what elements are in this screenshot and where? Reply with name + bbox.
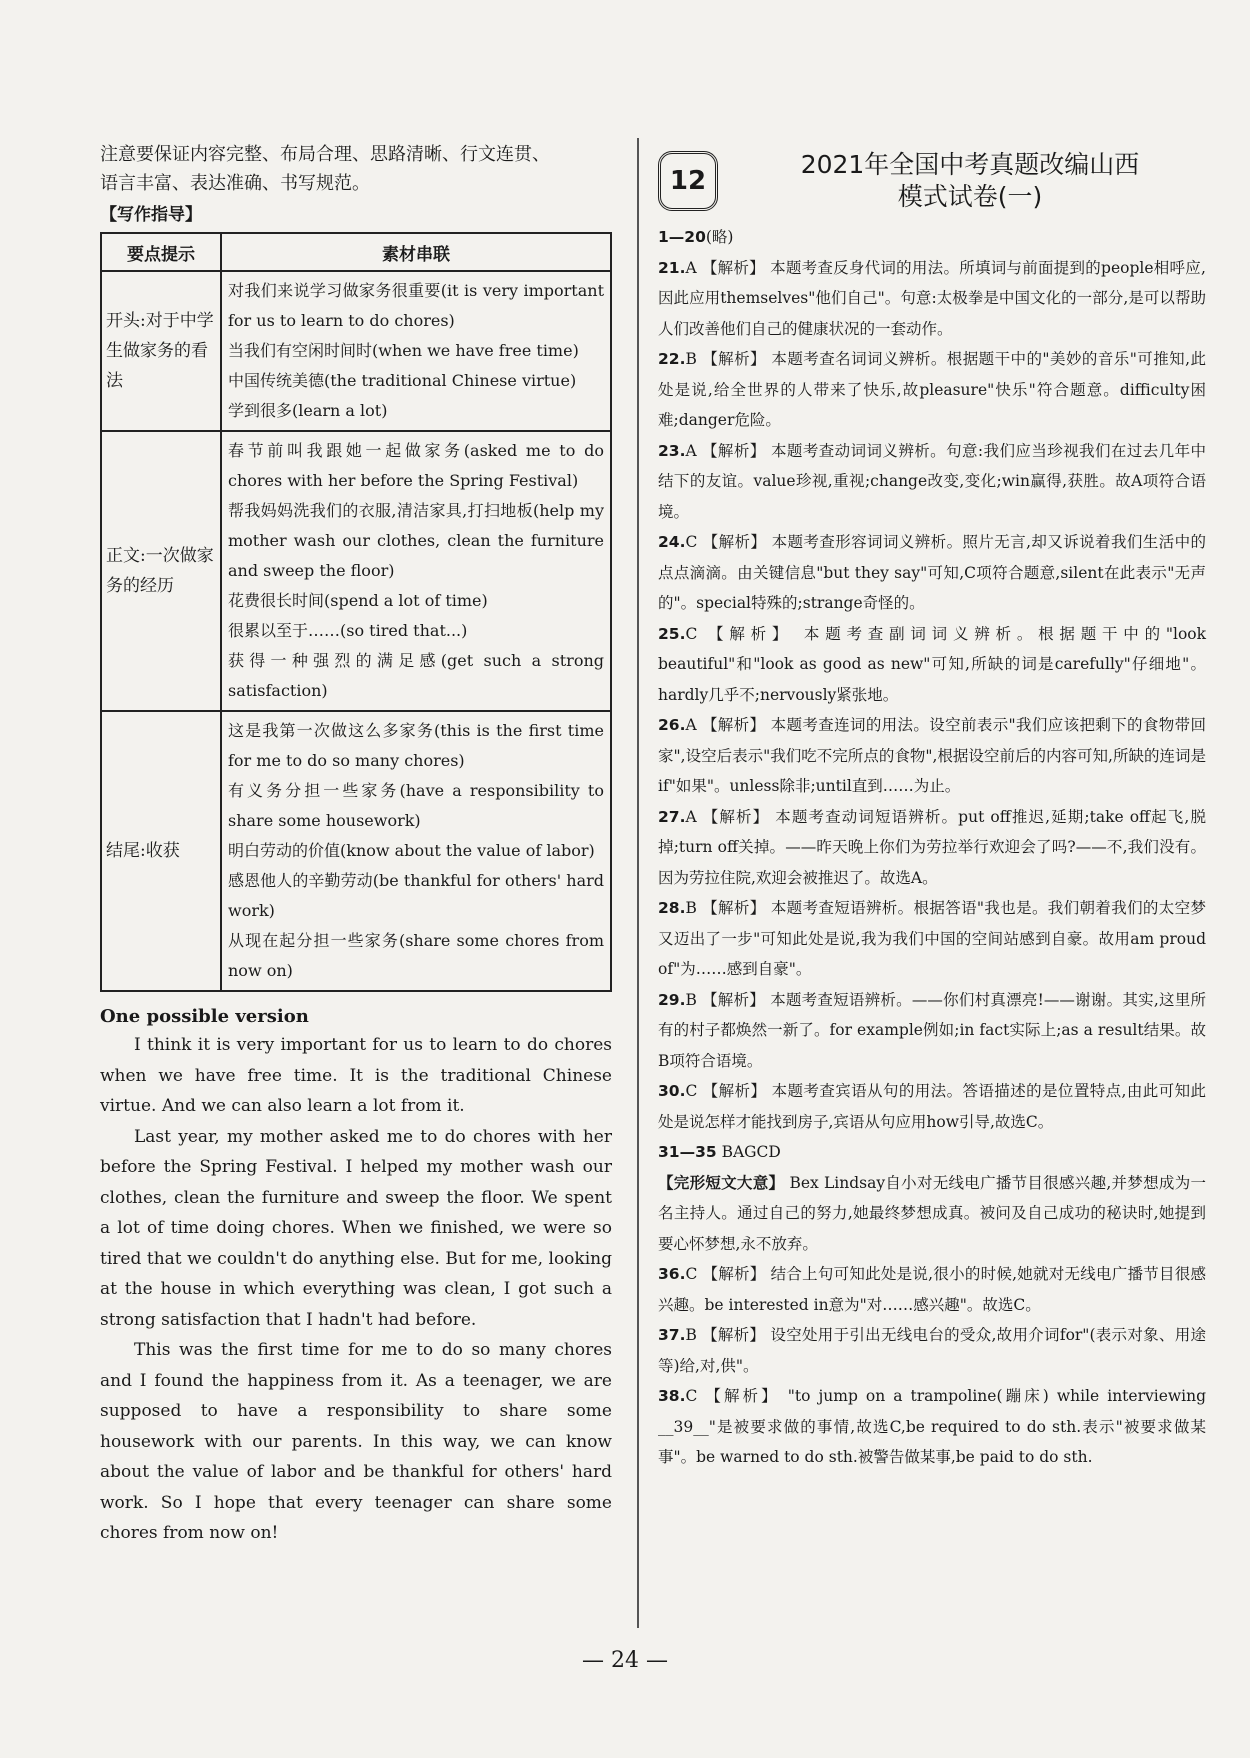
essay-paragraph: This was the first time for me to do so many chores and I found the happiness from it. As a teenager, we are supposed to have a responsibility to share some housework with our parents. In this way, we can know about the value of labor and be thankful for others' hard work. So I hope that every teenager can share some chores from now on! [100,1340,612,1543]
right-column [658,140,1206,1473]
row-item: 对我们来说学习做家务很重要(it is very important for us to learn to do chores) [228,281,604,330]
answer-text: (略) [705,228,734,246]
row-item: 明白劳动的价值(know about the value of labor) [228,841,595,860]
answer-item [658,985,1206,1077]
left-column [100,140,612,1549]
answer-item [658,527,1206,619]
header-key-points: 要点提示 [101,233,221,271]
row-item: 花费很长时间(spend a lot of time) [228,591,488,610]
exam-number-badge: 12 [658,151,718,211]
column-divider [637,138,639,1628]
answer-item [658,1076,1206,1137]
answer-item [658,1320,1206,1381]
answer-number: 38. [658,1387,686,1405]
version-title: One possible version [100,1006,309,1027]
answer-text: C 【解析】 本题考查副词词义辨析。根据题干中的"look beautiful"和"look as good as new"可知,所缺的词是carefully"仔细地"。hardly几乎不;nervously紧张地。 [658,624,1206,704]
answer-text: A 【解析】 本题考查反身代词的用法。所填词与前面提到的people相呼应,因此应用themselves"他们自己"。句意:太极拳是中国文化的一部分,是可以帮助人们改善他们自己的健康状况的一套动作。 [658,258,1206,338]
row-item: 获得一种强烈的满足感(get such a strong satisfaction) [228,651,604,700]
row-item: 很累以至于……(so tired that...) [228,621,468,640]
answer-item [658,893,1206,985]
answer-item [658,222,1206,253]
answer-text: C 【解析】 结合上句可知此处是说,很小的时候,她就对无线电广播节目很感兴趣。be interested in意为"对……感兴趣"。故选C。 [658,1265,1206,1314]
intro-line-2: 语言丰富、表达准确、书写规范。 [100,173,370,194]
header-materials: 素材串联 [221,233,611,271]
table-row [101,711,611,991]
answer-item [658,802,1206,894]
answer-text: BAGCD [721,1143,781,1161]
row-item: 中国传统美德(the traditional Chinese virtue) [228,371,577,390]
row-key: 正文:一次做家务的经历 [101,431,221,711]
answer-item [658,253,1206,345]
row-key: 结尾:收获 [101,711,221,991]
answer-number: 1—20 [658,228,706,246]
exam-title [734,149,1206,213]
answer-number: 27. [658,807,686,826]
answer-number: 23. [658,441,686,460]
answer-text: A 【解析】 本题考查动词短语辨析。put off推迟,延期;take off起飞,脱掉;turn off关掉。——昨天晚上你们为劳拉举行欢迎会了吗?——不,我们没有。因为劳拉住院,欢迎会被推迟了。故选A。 [658,807,1206,887]
answer-number: 【完形短文大意】 [658,1173,785,1192]
answer-text: Bex Lindsay自小对无线电广播节目很感兴趣,并梦想成为一名主持人。通过自己的努力,她最终梦想成真。被问及自己成功的秘诀时,她提到要心怀梦想,永不放弃。 [658,1173,1206,1253]
row-item: 当我们有空闲时间时(when we have free time) [228,341,579,360]
exam-title-line-2: 模式试卷(一) [897,182,1043,211]
table-row [101,271,611,431]
answer-number: 22. [658,350,686,368]
row-item: 学到很多(learn a lot) [228,401,388,420]
answer-number: 21. [658,258,686,277]
exam-title-line-1: 2021年全国中考真题改编山西 [800,150,1140,179]
answer-number: 37. [658,1326,686,1344]
answer-text: B 【解析】 本题考查短语辨析。——你们村真漂亮!——谢谢。其实,这里所有的村子都焕然一新了。for example例如;in fact实际上;as a result结果。故B项符合语境。 [658,990,1206,1070]
answer-number: 36. [658,1265,686,1283]
answer-text: A 【解析】 本题考查连词的用法。设空前表示"我们应该把剩下的食物带回家",设空后表示"我们吃不完所点的食物",根据设空前后的内容可知,所缺的连词是if"如果"。unless除非;until直到……为止。 [658,716,1206,795]
sample-essay [100,1030,612,1549]
answer-text: B 【解析】 本题考查短语辨析。根据答语"我也是。我们朝着我们的太空梦又迈出了一步"可知此处是说,我为我们中国的空间站感到自豪。故用am proud of"为……感到自豪"。 [658,899,1206,978]
writing-guide-label: 【写作指导】 [100,205,202,225]
row-key: 开头:对于中学生做家务的看法 [101,271,221,431]
answer-number: 29. [658,990,686,1009]
row-item: 这是我第一次做这么多家务(this is the first time for me to do so many chores) [228,721,604,770]
row-item: 从现在起分担一些家务(share some chores from now on) [228,931,604,980]
answer-item [658,1168,1206,1260]
essay-paragraph: I think it is very important for us to learn to do chores when we have free time. It is the traditional Chinese virtue. And we can also learn a lot from it. [100,1035,612,1116]
answer-item [658,710,1206,802]
row-item: 帮我妈妈洗我们的衣服,清洁家具,打扫地板(help my mother wash our clothes, clean the furniture and sweep the floor) [228,501,604,580]
answer-text: B 【解析】 本题考查名词词义辨析。根据题干中的"美妙的音乐"可推知,此处是说,给全世界的人带来了快乐,故pleasure"快乐"符合题意。difficulty困难;danger危险。 [658,350,1206,429]
answer-text: C 【解析】 "to jump on a trampoline(蹦床) while interviewing __39__"是被要求做的事情,故选C,be required to do sth.表示"被要求做某事"。be warned to do sth.被警告做某事,be paid to do sth. [658,1387,1206,1466]
row-items [221,711,611,991]
intro-line-1: 注意要保证内容完整、布局合理、思路清晰、行文连贯、 [100,144,550,165]
exam-header [658,140,1206,222]
writing-guide-table [100,232,612,992]
answer-number: 25. [658,624,686,643]
answer-item [658,436,1206,528]
answer-text: B 【解析】 设空处用于引出无线电台的受众,故用介词for"(表示对象、用途等)给,对,供"。 [658,1326,1206,1375]
answer-number: 31—35 [658,1143,717,1161]
answer-item [658,344,1206,436]
answer-item [658,1381,1206,1473]
answer-item [658,1259,1206,1320]
row-item: 有义务分担一些家务(have a responsibility to share some housework) [228,781,604,830]
row-item: 感恩他人的辛勤劳动(be thankful for others' hard work) [228,871,604,920]
answer-number: 24. [658,533,686,551]
row-items [221,431,611,711]
answer-number: 28. [658,899,686,917]
answer-item [658,619,1206,711]
answer-text: A 【解析】 本题考查动词词义辨析。句意:我们应当珍视我们在过去几年中结下的友谊。value珍视,重视;change改变,变化;win赢得,获胜。故A项符合语境。 [658,441,1206,521]
table-row [101,431,611,711]
table-header-row [101,233,611,271]
answer-number: 26. [658,716,686,734]
row-item: 春节前叫我跟她一起做家务(asked me to do chores with her before the Spring Festival) [228,441,604,490]
row-items [221,271,611,431]
answer-number: 30. [658,1082,686,1100]
page-number: — 24 — [582,1648,668,1673]
answer-list [658,222,1206,1473]
answer-text: C 【解析】 本题考查形容词词义辨析。照片无言,却又诉说着我们生活中的点点滴滴。由关键信息"but they say"可知,C项符合题意,silent在此表示"无声的"。special特殊的;strange奇怪的。 [658,533,1206,612]
answer-text: C 【解析】 本题考查宾语从句的用法。答语描述的是位置特点,由此可知此处是说怎样才能找到房子,宾语从句应用how引导,故选C。 [658,1082,1206,1131]
answer-item [658,1137,1206,1168]
essay-paragraph: Last year, my mother asked me to do chores with her before the Spring Festival. I helped my mother wash our clothes, clean the furniture and sweep the floor. We spent a lot of time doing chores. When we finished, we were so tired that we couldn't do anything else. But for me, looking at the house in which everything was clean, I got such a strong satisfaction that I hadn't had before. [100,1126,612,1330]
